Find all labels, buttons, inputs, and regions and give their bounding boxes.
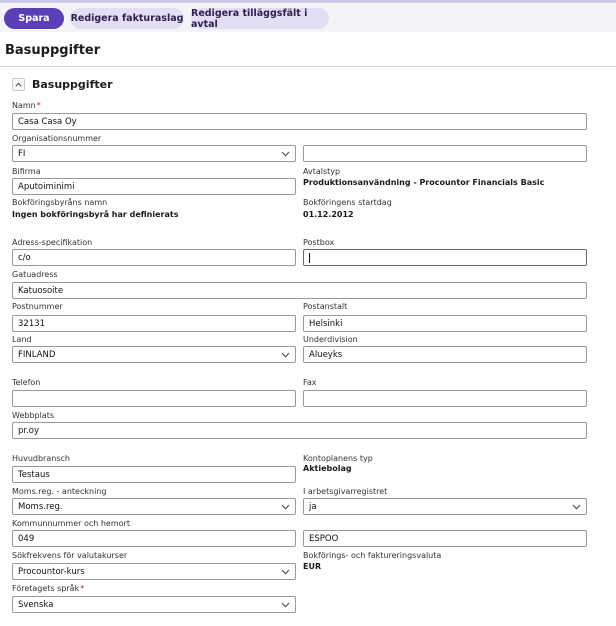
- phone-label: Telefon: [12, 378, 41, 387]
- chevron-up-icon: [15, 82, 22, 87]
- edit-invoice-types-button[interactable]: Redigera fakturaslag: [70, 8, 184, 29]
- secondary-name-input[interactable]: Aputoiminimi: [12, 178, 296, 195]
- accounting-start-value: 01.12.2012: [303, 210, 354, 219]
- accounting-firm-value: Ingen bokföringsbyrå har definierats: [12, 210, 179, 219]
- chevron-down-icon: [281, 569, 290, 575]
- post-office-label: Postanstalt: [303, 302, 348, 311]
- chevron-down-icon: [281, 602, 290, 608]
- country-select[interactable]: [12, 346, 296, 363]
- municipality-number-input[interactable]: 049: [12, 530, 296, 547]
- employer-register-value: ja: [309, 501, 317, 512]
- industry-label: Huvudbransch: [12, 454, 70, 463]
- section-title: Basuppgifter: [32, 78, 113, 91]
- chart-type-value: Aktiebolag: [303, 464, 352, 473]
- phone-input[interactable]: [12, 390, 296, 407]
- postbox-input[interactable]: [303, 249, 587, 266]
- accounting-firm-label: Bokföringsbyråns namn: [12, 198, 108, 207]
- chevron-down-icon: [281, 352, 290, 358]
- address-spec-label: Adress-specifikation: [12, 238, 93, 247]
- action-toolbar: [0, 0, 616, 32]
- fx-source-value: Procountor-kurs: [18, 566, 85, 577]
- language-value: Svenska: [18, 599, 54, 610]
- currency-value: EUR: [303, 562, 322, 571]
- website-label: Webbplats: [12, 411, 55, 420]
- chart-type-label: Kontoplanens typ: [303, 454, 373, 463]
- postbox-label: Postbox: [303, 238, 335, 247]
- address-spec-input[interactable]: c/o: [12, 249, 296, 266]
- chevron-down-icon: [281, 504, 290, 510]
- vat-note-select[interactable]: [12, 498, 296, 515]
- text-cursor: [309, 253, 310, 263]
- org-number-input[interactable]: [303, 145, 587, 162]
- post-office-input[interactable]: Helsinki: [303, 315, 587, 332]
- subdivision-label: Underdivision: [303, 335, 358, 344]
- chevron-down-icon: [281, 151, 290, 157]
- employer-register-label: I arbetsgivarregistret: [303, 487, 388, 496]
- postal-code-input[interactable]: 32131: [12, 315, 296, 332]
- org-country-value: FI: [18, 148, 26, 159]
- fx-source-label: Sökfrekvens för valutakurser: [12, 551, 128, 560]
- vat-note-value: Moms.reg.: [18, 501, 63, 512]
- accounting-start-label: Bokföringens startdag: [303, 198, 392, 207]
- secondary-name-label: Bifirma: [12, 167, 41, 176]
- collapse-section-button[interactable]: [12, 78, 25, 91]
- save-button[interactable]: Spara: [4, 8, 64, 29]
- page-title: Basuppgifter: [5, 43, 101, 58]
- language-select[interactable]: [12, 596, 296, 613]
- name-input[interactable]: Casa Casa Oy: [12, 113, 587, 130]
- name-label: Namn*: [12, 101, 41, 110]
- subdivision-input[interactable]: Alueyks: [303, 346, 587, 363]
- title-divider: [0, 66, 616, 67]
- employer-register-select[interactable]: [303, 498, 587, 515]
- website-input[interactable]: pr.oy: [12, 422, 587, 439]
- country-value: FINLAND: [18, 349, 56, 360]
- currency-label: Bokförings- och faktureringsvaluta: [303, 551, 442, 560]
- fax-label: Fax: [303, 378, 317, 387]
- fax-input[interactable]: [303, 390, 587, 407]
- edit-contract-fields-button[interactable]: Redigera tilläggsfält i avtal: [191, 8, 329, 29]
- org-country-select[interactable]: [12, 145, 296, 162]
- fx-source-select[interactable]: [12, 563, 296, 580]
- postal-code-label: Postnummer: [12, 302, 63, 311]
- street-input[interactable]: Katuosoite: [12, 282, 587, 299]
- municipality-label: Kommunnummer och hemort: [12, 519, 130, 528]
- municipality-name-input[interactable]: ESPOO: [303, 530, 587, 547]
- org-number-label: Organisationsnummer: [12, 134, 102, 143]
- country-label: Land: [12, 335, 32, 344]
- street-label: Gatuadress: [12, 270, 58, 279]
- language-label: Företagets språk*: [12, 584, 85, 593]
- industry-input[interactable]: Testaus: [12, 466, 296, 483]
- chevron-down-icon: [572, 504, 581, 510]
- vat-note-label: Moms.reg. - anteckning: [12, 487, 107, 496]
- contract-type-label: Avtalstyp: [303, 167, 341, 176]
- contract-type-value: Produktionsanvändning - Procountor Financials Basic: [303, 178, 545, 187]
